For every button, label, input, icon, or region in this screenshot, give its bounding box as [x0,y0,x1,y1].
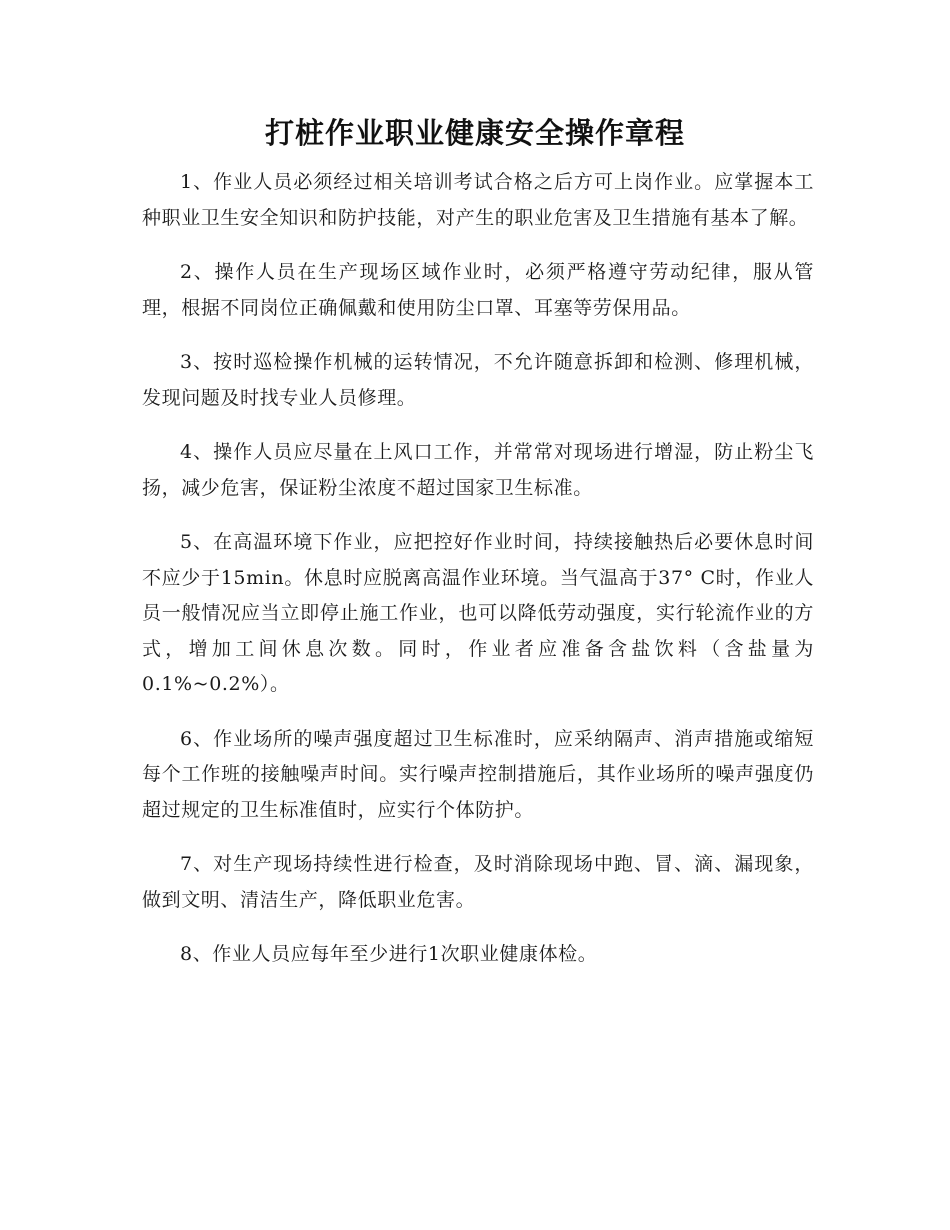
paragraph-3: 3、按时巡检操作机械的运转情况，不允许随意拆卸和检测、修理机械，发现问题及时找专业人员修理。 [142,351,814,409]
paragraph-8: 8、作业人员应每年至少进行1次职业健康体检。 [180,943,598,965]
paragraph-4: 4、操作人员应尽量在上风口工作，并常常对现场进行增湿，防止粉尘飞扬，减少危害，保证粉尘浓度不超过国家卫生标准。 [142,441,814,499]
paragraph-6: 6、作业场所的噪声强度超过卫生标准时，应采纳隔声、消声措施或缩短每个工作班的接触噪声时间。实行噪声控制措施后，其作业场所的噪声强度仍超过规定的卫生标准值时，应实行个体防护。 [142,727,814,821]
paragraph-1: 1、作业人员必须经过相关培训考试合格之后方可上岗作业。应掌握本工种职业卫生安全知识和防护技能，对产生的职业危害及卫生措施有基本了解。 [142,171,814,229]
paragraph-5: 5、在高温环境下作业，应把控好作业时间，持续接触热后必要休息时间不应少于15min。休息时应脱离高温作业环境。当气温高于37° C时，作业人员一般情况应当立即停止施工作业，也可以降低劳动强度，实行轮流作业的方式，增加工间休息次数。同时，作业者应准备含盐饮料（含盐量为0.1%~0.2%）。 [142,531,814,695]
document-title: 打桩作业职业健康安全操作章程 [264,116,685,150]
paragraph-7: 7、对生产现场持续性进行检查，及时消除现场中跑、冒、滴、漏现象，做到文明、清洁生产，降低职业危害。 [142,853,814,911]
document-body [142,165,814,992]
paragraph-2: 2、操作人员在生产现场区域作业时，必须严格遵守劳动纪律，服从管理，根据不同岗位正确佩戴和使用防尘口罩、耳塞等劳保用品。 [142,261,814,319]
